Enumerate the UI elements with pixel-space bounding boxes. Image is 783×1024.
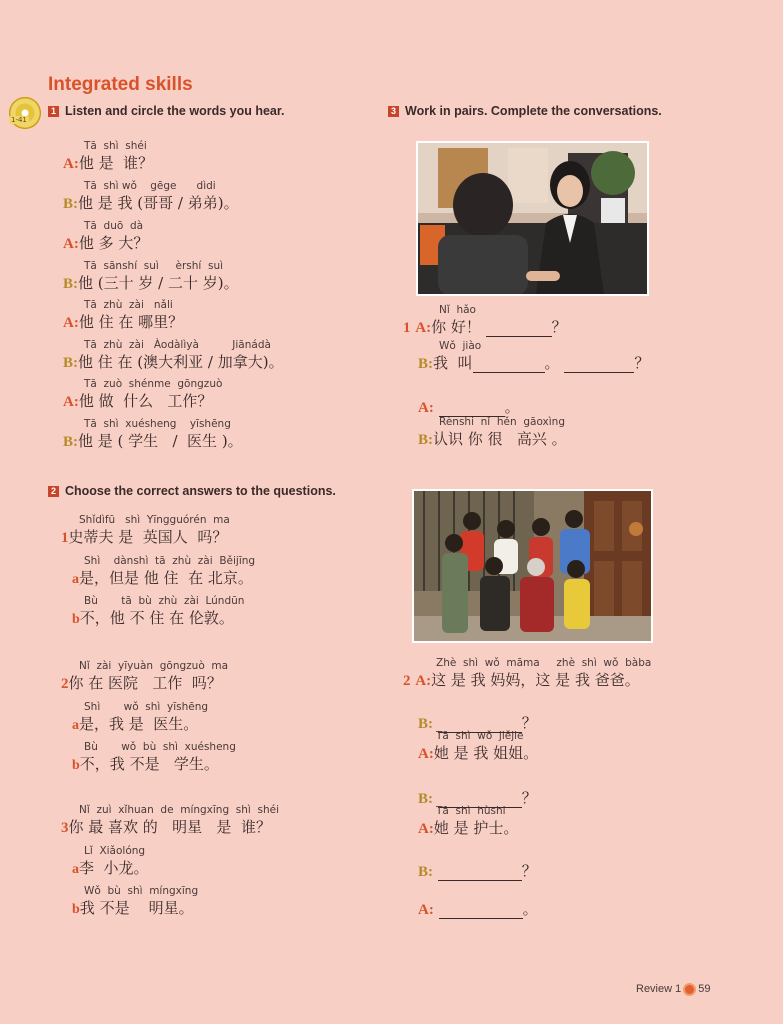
review-label: Review 1 [636, 983, 682, 995]
option-text: 李 小龙。 [79, 859, 149, 877]
chinese-text: 他 是 ( 学生 / 医生 )。 [78, 432, 243, 450]
question-pinyin: Shǐdìfū shì Yīngguórén ma [79, 514, 230, 526]
section-2-instruction: Choose the correct answers to the questions. [65, 484, 336, 498]
speaker-label: A: [63, 236, 79, 252]
dialogue-line [418, 742, 538, 763]
option-text: 是，但是 他 住 在 北京。 [79, 569, 253, 587]
chinese-text: 她 是 我 姐姐。 [433, 744, 539, 762]
section-2-number: 2 [48, 486, 59, 497]
chinese-text: 认识 你 很 高兴 。 [433, 430, 567, 448]
chinese-text: 他 是 谁？ [78, 154, 154, 172]
punctuation: ？ [521, 714, 537, 732]
section-1-heading [48, 104, 285, 118]
option-letter: a [72, 862, 79, 877]
question-number: 2 [61, 676, 69, 692]
question-line [61, 672, 222, 693]
page-footer [636, 983, 711, 995]
pinyin-line: Tā duō dà [84, 220, 144, 232]
pinyin-line: Tā zuò shénme gōngzuò [84, 378, 223, 390]
question-text: 史蒂夫 是 英国人 吗？ [68, 528, 228, 546]
speaker-label: A: [63, 156, 79, 172]
dialogue-line [63, 232, 148, 253]
answer-blank[interactable] [439, 900, 523, 919]
speaker-label: A: [415, 320, 432, 336]
dialogue-line [63, 390, 212, 411]
speaker-label: B: [418, 716, 433, 732]
punctuation: ？ [521, 862, 537, 880]
chinese-text: 他 (三十 岁 / 二十 岁)。 [78, 274, 239, 292]
question-pinyin: Nǐ zài yīyuàn gōngzuò ma [79, 660, 229, 672]
pinyin-line: Tā shì shéi [84, 140, 147, 152]
section-3-number: 3 [388, 106, 399, 117]
section-3-instruction: Work in pairs. Complete the conversations. [405, 104, 662, 118]
chinese-text: 他 是 我 (哥哥 / 弟弟)。 [78, 194, 239, 212]
punctuation: 。 [544, 354, 560, 372]
dialogue-line [403, 669, 640, 690]
question-pinyin: Nǐ zuì xǐhuan de míngxīng shì shéi [79, 804, 280, 816]
dialogue-line [63, 311, 183, 332]
answer-option[interactable] [72, 567, 253, 588]
speaker-label: A: [63, 315, 79, 331]
option-text: 不，我 不是 学生。 [79, 755, 219, 773]
speaker-label: B: [418, 356, 433, 372]
speaker-label: A: [418, 902, 434, 918]
option-text: 是，我 是 医生。 [79, 715, 199, 733]
speaker-label: B: [63, 276, 78, 292]
option-pinyin: Shì wǒ shì yīshēng [84, 701, 209, 713]
dialogue-line [418, 860, 537, 881]
answer-option[interactable] [72, 857, 149, 878]
answer-option[interactable] [72, 607, 234, 628]
pinyin-line: Tā shì hùshi [436, 805, 506, 817]
pinyin-line: Tā shì xuésheng yīshēng [84, 418, 231, 430]
conversation-number: 2 [403, 673, 411, 689]
option-pinyin: Shì dànshì tā zhù zài Běijīng [84, 555, 256, 567]
family-photo [412, 489, 653, 643]
conversation-number: 1 [403, 320, 411, 336]
question-line [61, 526, 227, 547]
dialogue-line [418, 898, 538, 919]
page-number: 59 [698, 983, 711, 995]
speaker-label: A: [415, 673, 432, 689]
answer-option[interactable] [72, 897, 194, 918]
section-1-instruction: Listen and circle the words you hear. [65, 104, 285, 118]
dialogue-line [63, 152, 153, 173]
option-pinyin: Bù wǒ bù shì xuésheng [84, 741, 236, 753]
pinyin-line: Wǒ jiào [439, 340, 482, 352]
dialogue-line [418, 428, 567, 449]
dialogue-line [418, 352, 649, 373]
option-letter: a [72, 718, 79, 733]
speaker-label: A: [418, 821, 434, 837]
question-text: 你 在 医院 工作 吗？ [68, 674, 222, 692]
audio-cd-icon[interactable] [9, 97, 41, 129]
dialogue-line [63, 351, 284, 372]
pinyin-line: Tā zhù zài Àodàlìyà Jiānádà [84, 339, 271, 351]
option-letter: a [72, 572, 79, 587]
chinese-text: 他 做 什么 工作？ [78, 392, 213, 410]
speaker-label: B: [418, 432, 433, 448]
speaker-label: A: [418, 400, 434, 416]
speaker-label: A: [63, 394, 79, 410]
dialogue-line [63, 430, 243, 451]
answer-blank[interactable] [438, 862, 522, 881]
speaker-label: A: [418, 746, 434, 762]
chinese-text: 这 是 我 妈妈，这 是 我 爸爸。 [431, 671, 640, 689]
section-1-number: 1 [48, 106, 59, 117]
dialogue-line [63, 272, 239, 293]
question-number: 1 [61, 530, 69, 546]
dialogue-line [418, 817, 518, 838]
punctuation: 。 [504, 398, 520, 416]
speaker-label: B: [63, 196, 78, 212]
question-line [61, 816, 271, 837]
pinyin-line: Tā sānshí suì èrshí suì [84, 260, 224, 272]
name-blank[interactable] [473, 354, 545, 373]
chinese-text: 他 多 大？ [78, 234, 149, 252]
chinese-text: 你 好！ [431, 318, 481, 336]
flower-icon [685, 985, 694, 994]
answer-option[interactable] [72, 713, 198, 734]
dialogue-line [418, 396, 520, 417]
option-pinyin: Bù tā bù zhù zài Lúndūn [84, 595, 245, 607]
chinese-text: 他 住 在 哪里？ [78, 313, 184, 331]
pinyin-line: Tā shì wǒ gēge dìdi [84, 180, 216, 192]
punctuation: ？ [551, 318, 567, 336]
speaker-label: B: [418, 791, 433, 807]
speaker-label: B: [63, 434, 78, 450]
section-3-heading [388, 104, 662, 118]
chinese-text: 她 是 护士。 [433, 819, 519, 837]
chinese-text: 他 住 在 (澳大利亚 / 加拿大)。 [78, 353, 284, 371]
option-text: 我 不是 明星。 [79, 899, 194, 917]
option-text: 不，他 不 住 在 伦敦。 [79, 609, 234, 627]
question-number: 3 [61, 820, 69, 836]
pinyin-line: Nǐ hǎo [439, 304, 476, 316]
answer-blank[interactable] [564, 354, 634, 373]
answer-blank[interactable] [486, 318, 552, 337]
option-pinyin: Lǐ Xiǎolóng [84, 845, 146, 857]
page-title: Integrated skills [48, 74, 193, 95]
option-pinyin: Wǒ bù shì míngxīng [84, 885, 199, 897]
option-letter: b [72, 758, 80, 773]
section-2-heading [48, 484, 336, 498]
family-illustration [414, 491, 651, 641]
answer-blank[interactable] [439, 398, 505, 417]
option-letter: b [72, 612, 80, 627]
handshake-illustration [418, 143, 647, 294]
pinyin-line: Tā zhù zài nǎli [84, 299, 173, 311]
speaker-label: B: [418, 864, 433, 880]
option-letter: b [72, 902, 80, 917]
chinese-text: 我 叫 [433, 354, 473, 372]
dialogue-line [403, 316, 567, 337]
punctuation: ？ [634, 354, 650, 372]
answer-option[interactable] [72, 753, 219, 774]
pinyin-line: Tā shì wǒ jiějie [436, 730, 524, 742]
dialogue-line [63, 192, 239, 213]
speaker-label: B: [63, 355, 78, 371]
handshake-photo [416, 141, 649, 296]
pinyin-line: Rènshi nǐ hěn gāoxìng [439, 416, 565, 428]
audio-track-label: 1-41 [11, 116, 27, 124]
punctuation: ？ [521, 789, 537, 807]
pinyin-line: Zhè shì wǒ māma zhè shì wǒ bàba [436, 657, 652, 669]
question-text: 你 最 喜欢 的 明星 是 谁？ [68, 818, 271, 836]
punctuation: 。 [522, 900, 538, 918]
